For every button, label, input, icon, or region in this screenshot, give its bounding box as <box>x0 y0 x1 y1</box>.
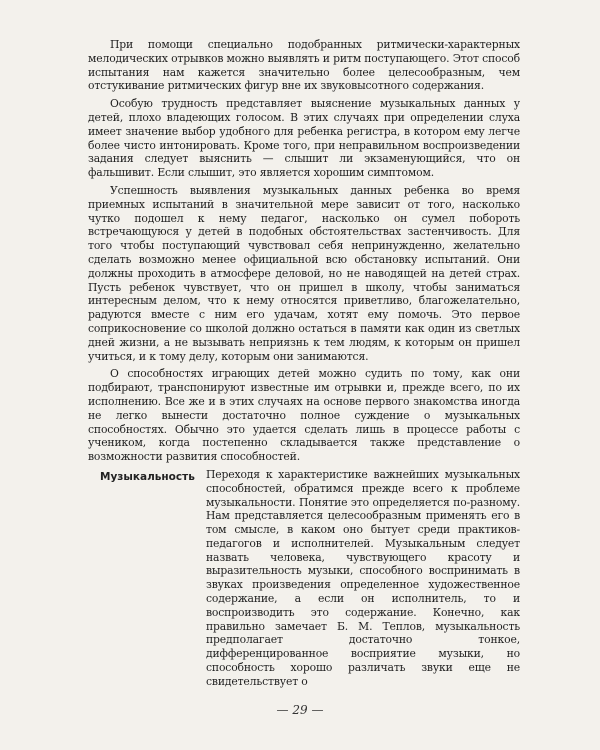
paragraph-rhythm: При помощи специально подобранных ритмически-характерных мелодических отрывков можно выявлять и ритм поступающего. Этот способ испытания нам кажется значительно более целесообразным, чем отстукивание ритмических фигур вне их звуковысотного содержания. <box>88 38 520 93</box>
paragraph-admission: Успешность выявления музыкальных данных ребенка во время приемных испытаний в значительной мере зависит от того, насколько чутко подошел к нему педагог, насколько он сумел побороть встречающуюся у детей в подобных обстоятельствах застенчивость. Для того чтобы поступающий чувствовал себя непринужденно, желательно сделать возможно менее официальной всю обстановку испытаний. Они должны проходить в атмосфере деловой, но не наводящей на детей страх. Пусть ребенок чувствует, что он пришел в школу, чтобы заниматься интересным делом, что к нему относятся приветливо, благожелательно, радуются вместе с ним его удачам, хотят ему помочь. Это первое соприкосновение со школой должно остаться в памяти как один из светлых дней жизни, а не вызывать неприязнь к тем людям, к которым он пришел учиться, и к тому делу, которым они занимаются. <box>88 183 520 363</box>
paragraph-musicality: Переходя к характеристике важнейших музыкальных способностей, обратимся прежде всего к проблеме музыкальности. Понятие это определяется по-разному. Нам представляется целесообразным применять его в том смысле, в каком оно бытует среди практиков-педагогов и исполнителей. Музыкальным следует назвать человека, чувствующего красоту и выразительность музыки, способного воспринимать в звуках произведения определенное художественное содержание, а если он исполнитель, то и воспроизводить это содержание. Конечно, как правильно замечает Б. М. Теплов, музыкальность предполагает достаточно тонкое, дифференцированное восприятие музыки, но способность хорошо различать звуки еще не свидетельствует о <box>206 467 520 688</box>
page-number: — 29 — <box>276 703 324 717</box>
paragraph-voice: Особую трудность представляет выяснение музыкальных данных у детей, плохо владеющих голосом. В этих случаях при определении слуха имеет значение выбор удобного для ребенка регистра, в котором ему легче более чисто интонировать. Кроме того, при неправильном воспроизведении задания следует выяснить — слышит ли экзаменующийся, что он фальшивит. Если слышит, это является хорошим симптомом. <box>88 97 520 180</box>
side-heading: Музыкальность <box>100 471 195 483</box>
paragraph-playing-children: О способностях играющих детей можно судить по тому, как они подбирают, транспонируют известные им отрывки и, прежде всего, по их исполнению. Все же и в этих случаях на основе первого знакомства иногда не легко вынести достаточно полное суждение о музыкальных способностях. Обычно это удается сделать лишь в процессе работы с учеником, когда постепенно складывается также представление о возможности развития способностей. <box>88 367 520 464</box>
body-text <box>88 38 520 689</box>
